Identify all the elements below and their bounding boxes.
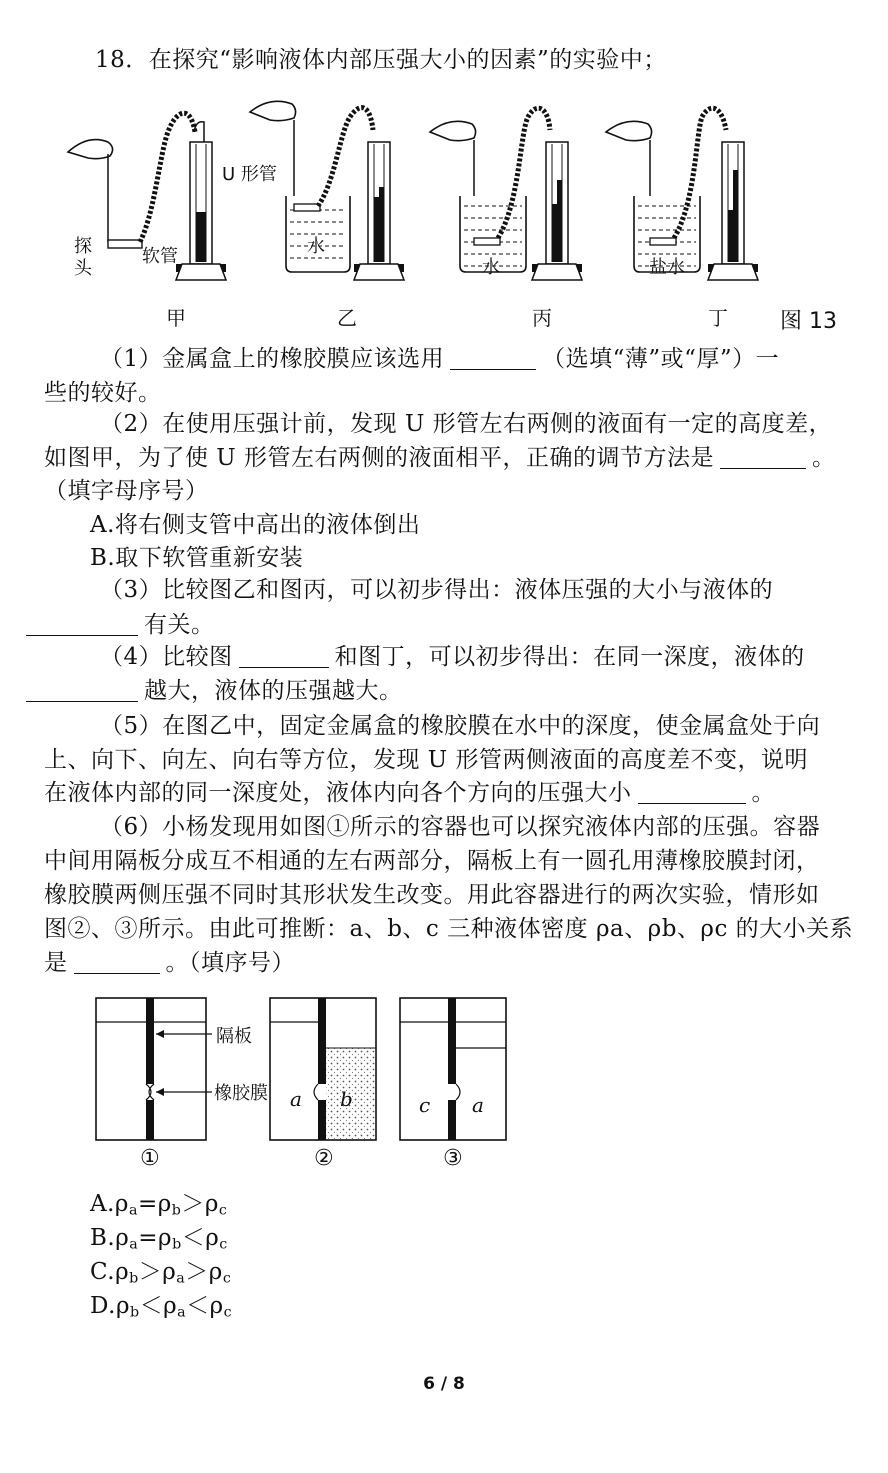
part-2-line-3 — [44, 475, 209, 507]
part-3-text-a: （3）比较图乙和图丙，可以初步得出：液体压强的大小与液体的 — [100, 577, 774, 603]
part-6-text-e: 是 — [44, 950, 68, 976]
part-6-line-5 — [44, 947, 295, 979]
panel-label-ding-text: 丁 — [708, 306, 728, 330]
part-1-text-a: （1）金属盒上的橡胶膜应该选用 — [100, 346, 445, 372]
part-1-line-2 — [44, 377, 162, 409]
option-c-op-2: ＞ — [185, 1259, 209, 1285]
probe-label-2-text: 头 — [74, 258, 92, 279]
option-b-sub-3: c — [219, 1236, 228, 1253]
liquid-c-label-3-text: c — [419, 1093, 431, 1117]
part-1-line-1 — [100, 343, 779, 375]
liquid-label-bing — [482, 253, 500, 279]
part-1-text-b: （选填“薄”或“厚”）一 — [542, 346, 780, 372]
option-c-sub-1: b — [129, 1270, 139, 1287]
panel-label-jia-text: 甲 — [166, 306, 186, 330]
container-2 — [270, 998, 376, 1140]
part-2-line-2 — [44, 442, 836, 474]
hose-label-text: 软管 — [142, 246, 178, 267]
answer-blank-3[interactable] — [26, 613, 138, 636]
part-6-text-f: 。（填序号） — [165, 950, 295, 976]
option-d[interactable] — [90, 1290, 232, 1329]
part-6-text-b: 中间用隔板分成互不相通的左右两部分，隔板上有一圆孔用薄橡胶膜封闭， — [44, 848, 820, 874]
panel-yi — [250, 101, 404, 280]
part-4-text-b: 和图丁，可以初步得出：在同一深度，液体的 — [334, 644, 805, 670]
container-label-1 — [140, 1146, 160, 1171]
liquid-label-ding — [649, 253, 685, 279]
option-c-sub-3: c — [222, 1270, 232, 1287]
panel-label-jia — [166, 302, 186, 331]
option-c-rho-1: ρ — [115, 1259, 130, 1285]
option-d-op-2: ＜ — [186, 1293, 210, 1319]
partition-label — [216, 1022, 252, 1048]
option-b-prefix: B. — [90, 1225, 116, 1251]
option-d-rho-1: ρ — [115, 1293, 130, 1319]
part-2-text-b: 如图甲，为了使 U 形管左右两侧的液面相平，正确的调节方法是 — [44, 445, 715, 471]
page-number-text: 6 / 8 — [423, 1374, 465, 1394]
container-label-2 — [314, 1146, 334, 1171]
part-2-option-b-text: B.取下软管重新安装 — [90, 545, 304, 571]
membrane-label — [214, 1079, 268, 1105]
part-5-line-3 — [44, 777, 775, 809]
liquid-b-label-2-text: b — [340, 1087, 353, 1111]
part-4-text-a: （4）比较图 — [100, 644, 233, 670]
part-2-text-d: （填字母序号） — [44, 478, 209, 504]
part-1-text-c: 些的较好。 — [44, 380, 162, 406]
part-3-line-1 — [100, 574, 773, 606]
part-5-line-1 — [100, 710, 820, 742]
option-d-op-1: ＜ — [139, 1293, 164, 1319]
option-c-rho-2: ρ — [162, 1259, 177, 1285]
part-3-text-b: 有关。 — [144, 612, 215, 638]
part-5-text-a: （5）在图乙中，固定金属盒的橡胶膜在水中的深度，使金属盒处于向 — [100, 713, 821, 739]
option-b-rho-3: ρ — [205, 1225, 220, 1251]
container-3 — [400, 998, 506, 1140]
partition-label-text: 隔板 — [216, 1026, 252, 1047]
option-a-op-2: ＞ — [181, 1191, 205, 1217]
option-a-sub-1: a — [128, 1202, 138, 1219]
option-d-rho-3: ρ — [209, 1293, 224, 1319]
answer-blank-6[interactable] — [638, 781, 746, 804]
option-b[interactable] — [90, 1222, 228, 1261]
panel-label-yi-text: 乙 — [337, 306, 357, 330]
part-6-text-d: 图②、③所示。由此可推断：a、b、c 三种液体密度 ρa、ρb、ρc 的大小关系 — [44, 916, 854, 942]
part-4-line-2 — [26, 675, 403, 707]
container-label-1-text: ① — [140, 1146, 160, 1171]
panel-label-bing — [532, 302, 552, 331]
answer-blank-5[interactable] — [26, 679, 138, 702]
figure-13-caption-text: 图 13 — [780, 309, 837, 334]
option-c-rho-3: ρ — [208, 1259, 223, 1285]
option-b-sub-1: a — [129, 1236, 139, 1253]
liquid-a-label-2-text: a — [290, 1087, 302, 1111]
question-title — [95, 44, 667, 76]
part-6-line-4 — [44, 913, 853, 945]
option-c[interactable] — [90, 1256, 231, 1295]
part-2-text-c: 。 — [812, 445, 836, 471]
option-a-sub-3: c — [218, 1202, 228, 1219]
option-a-sub-2: b — [171, 1202, 182, 1219]
part-6-line-3 — [44, 879, 820, 911]
figure-13-caption — [780, 304, 837, 335]
option-d-sub-1: b — [129, 1304, 140, 1321]
liquid-label-yi-text: 水 — [307, 236, 325, 257]
answer-blank-2[interactable] — [720, 446, 806, 469]
panel-label-yi — [337, 302, 357, 331]
container-1 — [96, 998, 212, 1140]
option-c-sub-2: a — [176, 1270, 186, 1287]
option-a[interactable] — [90, 1188, 227, 1227]
part-2-text-a: （2）在使用压强计前，发现 U 形管左右两侧的液面有一定的高度差， — [100, 411, 833, 437]
membrane-label-text: 橡胶膜 — [214, 1083, 268, 1104]
option-a-rho-3: ρ — [204, 1191, 219, 1217]
container-label-2-text: ② — [314, 1146, 334, 1171]
liquid-b-label-2 — [340, 1087, 353, 1111]
option-a-rho-1: ρ — [114, 1191, 129, 1217]
part-5-text-c: 在液体内部的同一深度处，液体内向各个方向的压强大小 — [44, 780, 632, 806]
option-d-sub-3: c — [223, 1304, 233, 1321]
part-2-option-b — [90, 542, 303, 574]
liquid-label-ding-text: 盐水 — [649, 257, 685, 278]
part-2-option-a-text: A.将右侧支管中高出的液体倒出 — [90, 512, 421, 538]
part-4-text-c: 越大，液体的压强越大。 — [144, 678, 403, 704]
liquid-label-bing-text: 水 — [482, 257, 500, 278]
part-5-text-d: 。 — [751, 780, 775, 806]
question-title-text: 18．在探究“影响液体内部压强大小的因素”的实验中； — [95, 47, 667, 73]
liquid-c-label-3 — [419, 1093, 430, 1117]
panel-label-bing-text: 丙 — [532, 306, 552, 330]
part-6-text-a: （6）小杨发现用如图①所示的容器也可以探究液体内部的压强。容器 — [100, 814, 821, 840]
container-label-3 — [443, 1146, 463, 1171]
u-tube-label-text: U 形管 — [222, 164, 277, 185]
figure-containers — [90, 990, 530, 1150]
part-4-line-1 — [100, 641, 805, 673]
option-c-prefix: C. — [90, 1259, 116, 1285]
option-d-sub-2: a — [177, 1304, 187, 1321]
option-b-sub-2: b — [172, 1236, 182, 1253]
u-tube-label — [222, 160, 277, 186]
option-a-prefix: A. — [90, 1191, 115, 1217]
liquid-a-label-3 — [472, 1093, 484, 1117]
hose-label — [142, 242, 178, 268]
option-b-op-2: ＜ — [181, 1225, 206, 1251]
part-2-line-1 — [100, 408, 832, 440]
option-c-op-1: ＞ — [138, 1259, 163, 1285]
answer-blank-4[interactable] — [239, 645, 329, 668]
part-3-line-2 — [26, 609, 215, 641]
panel-label-ding — [708, 302, 728, 331]
answer-blank-7[interactable] — [74, 951, 160, 974]
part-6-text-c: 橡胶膜两侧压强不同时其形状发生改变。用此容器进行的两次实验，情形如 — [44, 882, 820, 908]
part-6-line-2 — [44, 845, 820, 877]
liquid-a-label-3-text: a — [472, 1093, 484, 1117]
option-d-rho-2: ρ — [163, 1293, 178, 1319]
probe-label-1-text: 探 — [74, 236, 92, 257]
liquid-a-label-2 — [290, 1087, 302, 1111]
panel-bing — [430, 108, 582, 280]
part-2-option-a — [90, 509, 420, 541]
liquid-label-yi — [307, 232, 325, 258]
part-5-line-2 — [44, 744, 808, 776]
part-5-text-b: 上、向下、向左、向右等方位，发现 U 形管两侧液面的高度差不变，说明 — [44, 747, 809, 773]
page-number — [0, 1374, 888, 1394]
option-d-prefix: D. — [90, 1293, 116, 1319]
container-label-3-text: ③ — [443, 1146, 463, 1171]
option-a-op-1: = — [137, 1191, 158, 1217]
part-6-line-1 — [100, 811, 820, 843]
answer-blank-1[interactable] — [450, 347, 536, 370]
probe-label-2 — [74, 254, 92, 280]
option-a-rho-2: ρ — [157, 1191, 172, 1217]
option-b-rho-1: ρ — [115, 1225, 130, 1251]
option-b-op-1: = — [138, 1225, 159, 1251]
option-b-rho-2: ρ — [158, 1225, 173, 1251]
